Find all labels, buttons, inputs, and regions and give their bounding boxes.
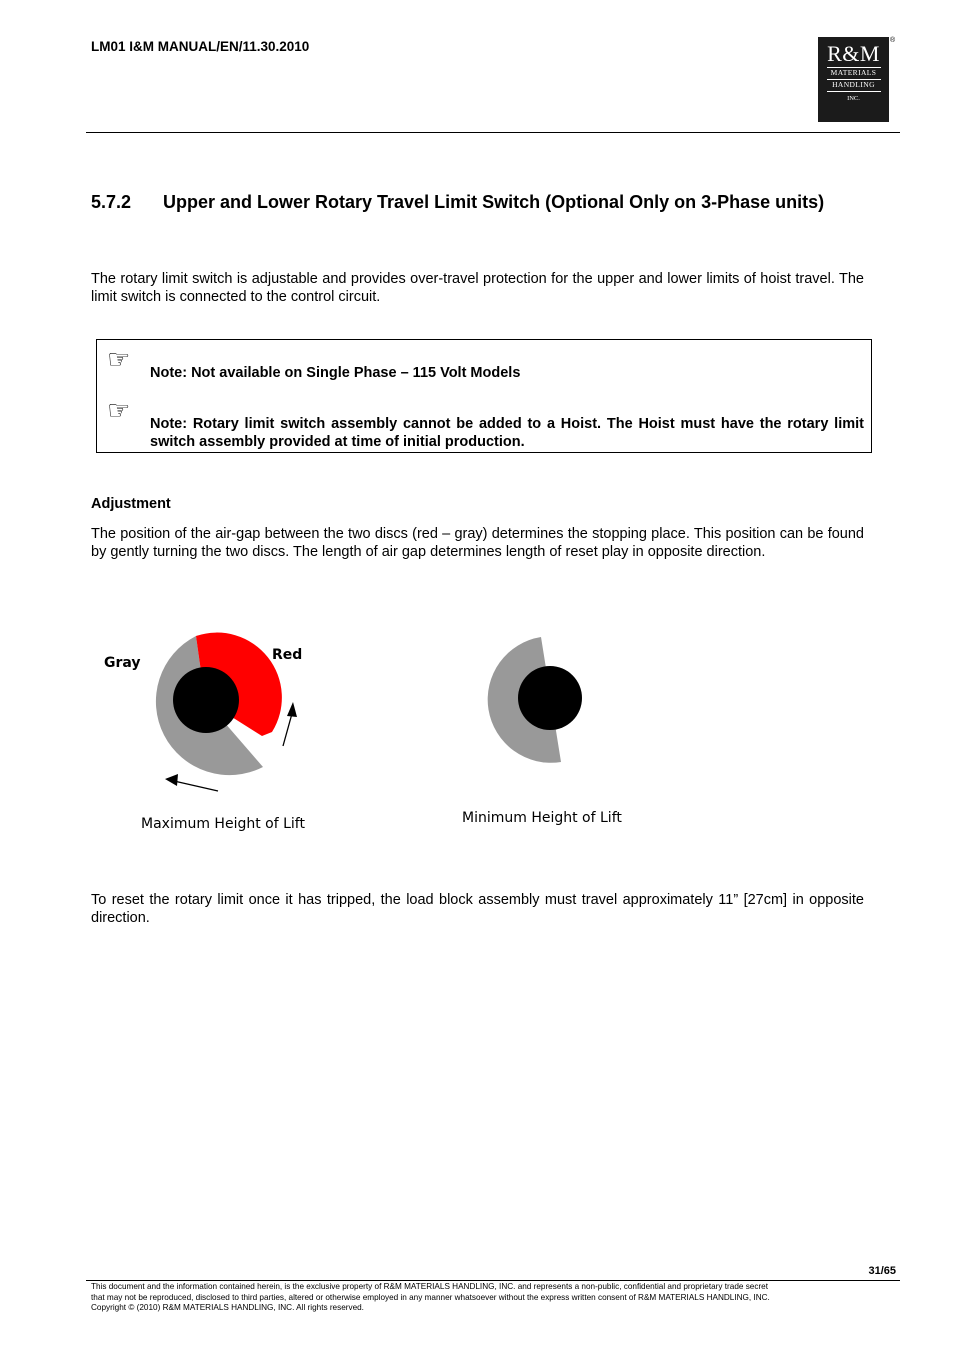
adjustment-paragraph: The position of the air-gap between the two discs (red – gray) determines the stopping place. This position can be found by gently turning the two discs. The length of air gap determines length of reset play in opposite direction. (91, 526, 864, 560)
label-gray: Gray (104, 655, 141, 671)
hub-disc (173, 667, 239, 733)
section-title-text: Upper and Lower Rotary Travel Limit Switch (Optional Only on 3-Phase units) (163, 192, 825, 212)
min-lift-figure (462, 637, 622, 826)
legal-footer (91, 1282, 897, 1314)
limit-switch-figures (0, 600, 954, 860)
hub-disc (518, 666, 582, 730)
logo-line2: HANDLING (832, 80, 875, 89)
label-red: Red (272, 647, 303, 663)
logo-brand: R&M (827, 41, 880, 66)
logo-divider (827, 91, 881, 92)
reset-paragraph: To reset the rotary limit once it has tripped, the load block assembly must travel approximately 11” [27cm] in opposite direction. (91, 892, 864, 926)
section-number: 5.7.2 (91, 192, 132, 212)
note-assembly: Note: Rotary limit switch assembly cannot be added to a Hoist. The Hoist must have the rotary limit switch assembly provided at time of initial production. (150, 416, 864, 450)
section-title (91, 192, 824, 213)
page-number: 31/65 (868, 1265, 896, 1277)
arrow-left (174, 781, 218, 791)
registered-mark: ® (890, 37, 896, 44)
arrow-left-head (165, 774, 178, 786)
header-rule (86, 132, 900, 133)
adjustment-heading: Adjustment (91, 496, 171, 512)
max-lift-figure (104, 633, 305, 832)
notes-box (96, 339, 872, 453)
logo-line3: INC. (847, 95, 860, 102)
caption-min-lift: Minimum Height of Lift (462, 810, 622, 826)
legal-line-3: Copyright © (2010) R&M MATERIALS HANDLING, INC. All rights reserved. (91, 1303, 364, 1312)
company-logo (818, 37, 889, 122)
footer-rule (86, 1280, 900, 1281)
document-id: LM01 I&M MANUAL/EN/11.30.2010 (91, 39, 310, 54)
pointing-hand-icon: ☞ (107, 345, 131, 375)
intro-paragraph: The rotary limit switch is adjustable and provides over-travel protection for the upper and lower limits of hoist travel. The limit switch is connected to the control circuit. (91, 271, 864, 305)
legal-line-2: that may not be reproduced, disclosed to third parties, altered or otherwise employed in any manner whatsoever without the express written consent of R&M MATERIALS HANDLING, INC. (91, 1292, 770, 1302)
caption-max-lift: Maximum Height of Lift (141, 816, 305, 832)
note-single-phase: Note: Not available on Single Phase – 115 Volt Models (150, 365, 521, 381)
arrow-up-head (287, 702, 297, 717)
pointing-hand-icon: ☞ (107, 396, 131, 426)
logo-line1: MATERIALS (830, 68, 877, 77)
legal-line-1: This document and the information contained herein, is the exclusive property of R&M MATERIALS HANDLING, INC. and represents a non-public, confidential and proprietary trade secret (91, 1282, 769, 1291)
